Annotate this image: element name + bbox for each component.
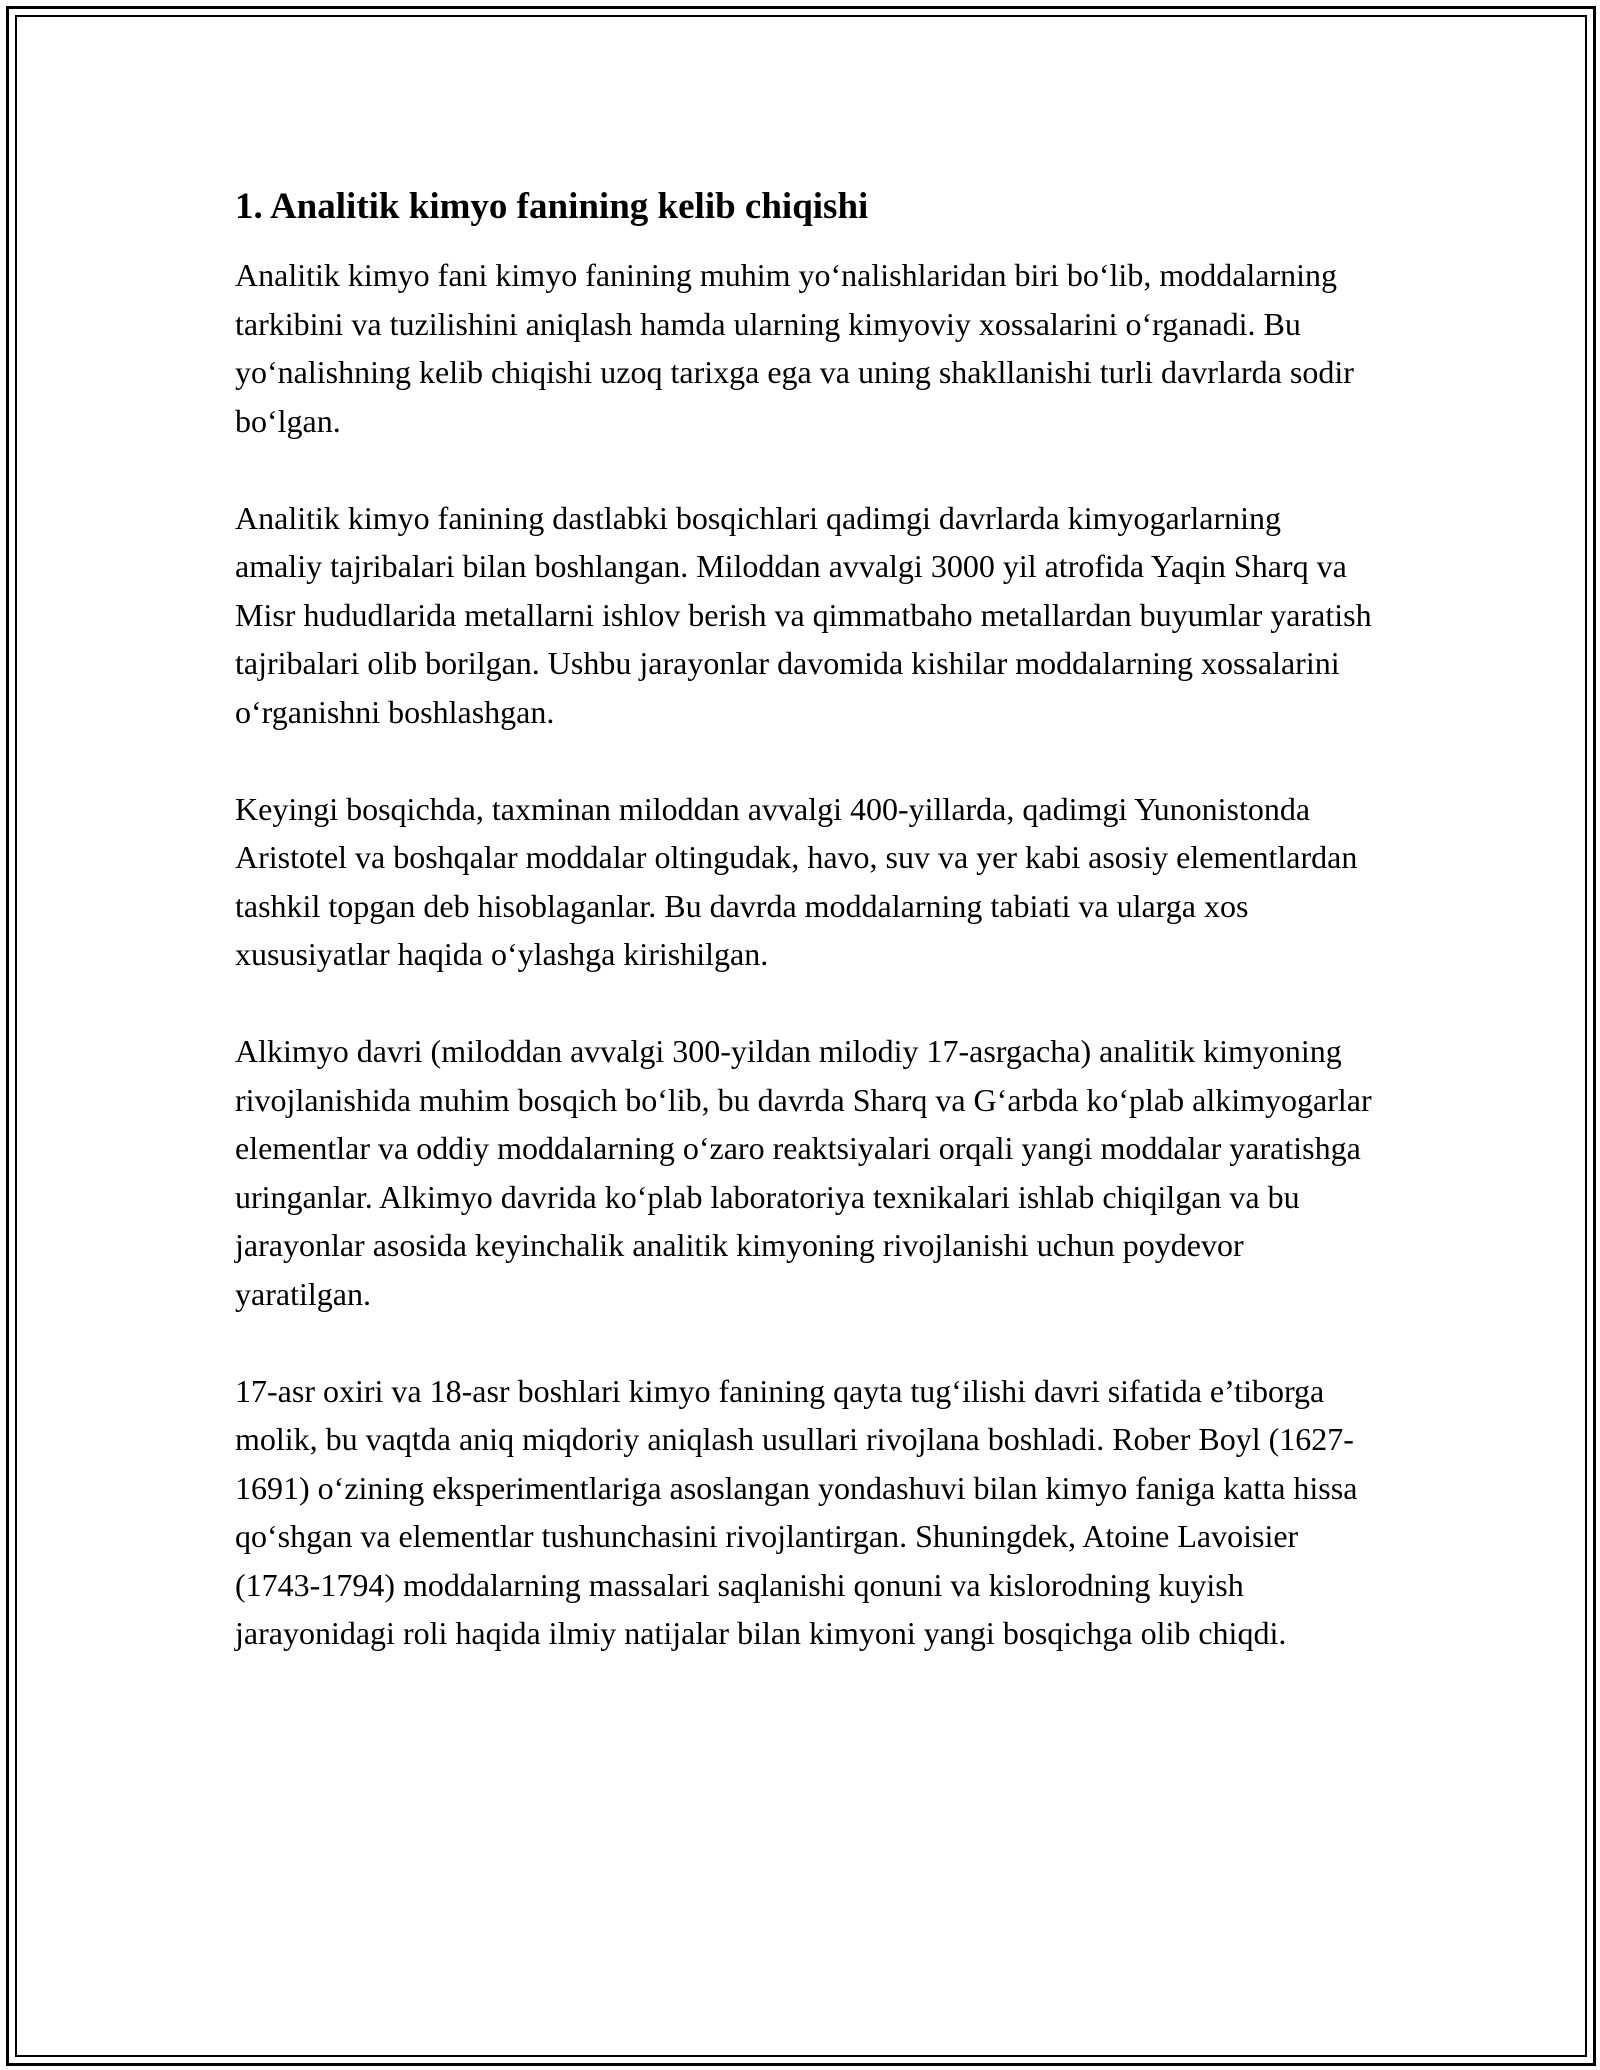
paragraph-3: Keyingi bosqichda, taxminan miloddan avvalgi 400-yillarda, qadimgi Yunonistonda Aristotel va boshqalar moddalar oltingudak, havo, suv va yer kabi asosiy elementlardan tashkil topgan deb hisoblaganlar. Bu davrda moddalarning tabiati va ularga xos xususiyatlar haqida o‘ylashga kirishilgan. (235, 790, 1358, 973)
paragraph-4: Alkimyo davri (miloddan avvalgi 300-yildan milodiy 17-asrgacha) analitik kimyoning rivojlanishida muhim bosqich bo‘lib, bu davrda Sharq va G‘arbda ko‘plab alkimyogarlar elementlar va oddiy moddalarning o‘zaro reaktsiyalari orqali yangi moddalar yaratishga uringanlar. Alkimyo davrida ko‘plab laboratoriya texnikalari ishlab chiqilgan va bu jarayonlar asosida keyinchalik analitik kimyoning rivojlanishi uchun poydevor yaratilgan. (235, 1033, 1372, 1312)
section-heading: 1. Analitik kimyo fanining kelib chiqishi (235, 186, 869, 227)
document-body (235, 183, 1375, 1706)
paragraph-5: 17-asr oxiri va 18-asr boshlari kimyo fanining qayta tug‘ilishi davri sifatida e’tiborga molik, bu vaqtda aniq miqdoriy aniqlash usullari rivojlana boshladi. Rober Boyl (1627-1691) o‘zining eksperimentlariga asoslangan yondashuvi bilan kimyo faniga katta hissa qo‘shgan va elementlar tushunchasini rivojlantirgan. Shuningdek, Atoine Lavoisier (1743-1794) moddalarning massalari saqlanishi qonuni va kislorodning kuyish jarayonidagi roli haqida ilmiy natijalar bilan kimyoni yangi bosqichga olib chiqdi. (235, 1372, 1358, 1652)
paragraph-1: Analitik kimyo fani kimyo fanining muhim yo‘nalishlaridan biri bo‘lib, moddalarning tarkibini va tuzilishini aniqlash hamda ularning kimyoviy xossalarini o‘rganadi. Bu yo‘nalishning kelib chiqishi uzoq tarixga ega va uning shakllanishi turli davrlarda sodir bo‘lgan. (235, 257, 1354, 439)
paragraph-2: Analitik kimyo fanining dastlabki bosqichlari qadimgi davrlarda kimyogarlarning amaliy tajribalari bilan boshlangan. Miloddan avvalgi 3000 yil atrofida Yaqin Sharq va Misr hududlarida metallarni ishlov berish va qimmatbaho metallardan buyumlar yaratish tajribalari olib borilgan. Ushbu jarayonlar davomida kishilar moddalarning xossalarini o‘rganishni boshlashgan. (235, 499, 1372, 730)
